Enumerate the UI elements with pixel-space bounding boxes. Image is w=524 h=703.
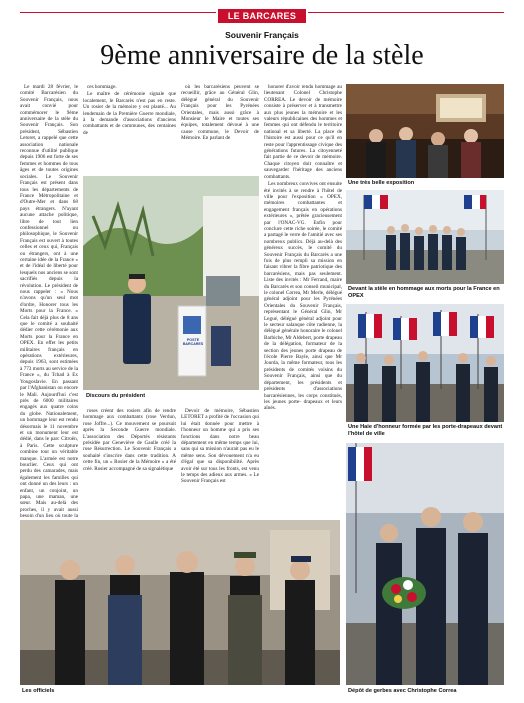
- photo-stele: [346, 190, 504, 284]
- president-speech-illustration: [83, 176, 259, 390]
- photo-president-speech: [83, 176, 259, 390]
- caption-honor-guard: Une Haie d'honneur formée par les porte-drapeaux devant l'hôtel de ville: [348, 424, 503, 437]
- article-paragraph: où les barcarésiens peuvent se recueillir, grâce au Général Glin, délégué général du Souvenir Français pour les Pyrénées Orientales, mais aussi grâce à Monsieur le Maire et toutes ses équipes, totalement dévoué à une cause commune, le Devoir de Mémoire. En parlant de: [181, 84, 259, 142]
- caption-exhibition: Une très belle exposition: [348, 180, 415, 186]
- article-paragraph: Le mardi 28 février, le comité Barcarésien du Souvenir Français, nous avait convié pour commémorer le 9ème anniversaire de la stèle du Souvenir Français. Son président, Sébastien Letoret, a rappelé que cette association nationale reconnue d'utilité publique depuis 1906 est forte de ses femmes et hommes de tous âges et de toutes origines sociales. Le Souvenir Français est présent dans tous les départements de France Métropolitaine et d'Outre-Mer et dans 68 pays étrangers. N'ayant aucune attache politique, libre de tout lien confessionnel ou philosophique, le Souvenir Français est ouvert à toutes celles et ceux qui, Français ou étrangers, ont à une certaine idée de la France « et de l'idéal de liberté pour lesquels nos anciens se sont sacrifiés depuis la révolution. Le président de nous rappeler : « Nous n'avons qu'un seul mot d'ordre, Honorer tous les Morts pour la France. » Cela fait déjà plus de 8 ans que le comité a souhaité dédier cette cérémonie aux Morts pour la France en OPEX. En effet les petits militaires français en opérations extérieures, depuis 1963, sont estimées à 773 morts au service de la France », du Tchad à Ex Yougoslavie. En passant par l'Afghanistan ou encore le Mali. Aujourd'hui c'est près de 6000 militaires engagés aux quatre coins du globe. Nationalement, un hommage leur est rendu désormais le 11 novembre et un monument leur est dédié, dans le parc Citroën, à Paris. Cette sculpture combine tout un véritable manque. L'armée est notre bouclier. Ceux qui ont perdu des camarades, mais également les familles qui ont donné un des leurs : un enfant, un conjoint, un papa, une maman, une sœur. Mais au-delà des proches, il y avait aussi besoin d'un lieu où toute la: [20, 84, 78, 520]
- exhibition-illustration: [346, 84, 504, 178]
- caption-stele: Devant la stèle en hommage aux morts pour la France en OPEX: [348, 286, 500, 299]
- article-paragraph: honorer d'avoir rendu hommage au lieutenant Colonel Christophe CORREA. Le devoir de mémoire consiste à préserver et à transmettre aux plus jeunes la mémoire et les valeurs républicaines des hommes et femmes qui ont défendu le territoire national et sa liberté. La place de l'histoire est aussi pour ce qu'il en reste pour l'apprentissage civique des générations futures. La citoyenneté fait partie de ce devoir de mémoire. Chaque citoyen doit connaître et sauvegarder l'héritage des anciens combattants.: [264, 84, 342, 180]
- article-paragraph: ces hommage.: [87, 84, 117, 90]
- kicker: Souvenir Français: [225, 30, 299, 40]
- podium-label-line2: BARCARES: [182, 342, 204, 346]
- article-column-4: [264, 84, 342, 514]
- caption-president: Discours du président: [86, 393, 146, 399]
- podium-label-line1: POSTE: [186, 338, 200, 342]
- honor-guard-illustration: [346, 304, 504, 422]
- article-paragraph: Les nombreux convives ont ensuite été invités à se rendre à l'hôtel de ville pour l'exposition « OPEX, mémoires combattantes et engagement français en opérations extérieures », prêtée gracieusement par l'ONAC-VG. Enfin pour conclure cette riche soirée, le comité a partagé le verre de l'amitié avec ses nombreux publics. Déjà au-delà des généreux succès, le comité du Souvenir Français du Barcarès a une fois de plus rempli sa mission en faisant vibrer la fibre patriotique des barcarésiens, mais pas seulement. Liste des invités : Mr Ferrand, maire du Barcarès et son conseil municipal, le colonel Correa, Mr Merle, délégué général adjoint pour les Pyrénées Orientales du Souvenir Français, représentant le Général Glin, Mr Legué, délégué général adjoint pour le secteur salanque côte radienne, la délégué générale honoraire le colonel Barbiche, Mr Aldebert, porte drapeau de la délégation, formateur de la section des jeunes porte drapeau de l'école Pierre Bayle, ainsi que Mr Jourda, la même formateur, tous les présidents de comités voisins du Souvenir Français, ainsi que du département, les présidents et présidents d'associations barcarésiennes, les corps constitués, les jeunes porte- drapeaux et leurs aînés.: [264, 181, 342, 412]
- article-column-3: [181, 84, 259, 174]
- caption-officials: Les officiels: [22, 688, 55, 694]
- wreath-illustration: [346, 443, 504, 685]
- photo-officials: [20, 520, 340, 685]
- photo-honor-guard: [346, 304, 504, 422]
- article-paragraph: Le maître de cérémonie signale que localement, le Barcarès n'est pas en reste. Un rosier de la mémoire y est planté... Au lendemain de la Première Guerre mondiale, à la demande d'associations d'anciens combattants et de communes, des centaines de: [83, 91, 176, 136]
- article-column-6: [181, 408, 259, 518]
- article-paragraph: Devoir de mémoire, Sébastien LETORET a profité de l'occasion qui lui était donnée pour mettre à l'honneur un homme qui a pris ses fonctions dans notre beau département en même temps que lui, sans qui sa mission n'aurait pas eu le même sens. Son dévouement n'a eu d'égal que sa disponibilité. Après avoir été sur tous les fronts, est venu le temps des adieux aux armes. « Le Souvenir Français est: [181, 408, 259, 485]
- article-column-1: [20, 84, 78, 520]
- article-column-5: [83, 408, 176, 518]
- stele-illustration: [346, 190, 504, 284]
- officials-illustration: [20, 520, 340, 685]
- page-title: 9ème anniversaire de la stèle: [100, 40, 424, 71]
- photo-wreath: [346, 443, 504, 685]
- article-column-2: [83, 84, 176, 174]
- article-paragraph: roses créent des rosiers afin de rendre hommage aux combattants (rose Verdun, rose Joffre...). Ce mouvement se poursuit après la Seconde Guerre mondiale. L'association des Déportés résistants présidée par Geneviève de Gaulle créé la rose Résurrection. Le Souvenir Français a souhaité s'inscrire dans cette tradition. A cette fin, un « Rosier de la Mémoire » a été créé. Rosier accompagné de sa signalétique: [83, 408, 176, 472]
- section-tag: LE BARCARES: [218, 9, 306, 23]
- caption-wreath: Dépôt de gerbes avec Christophe Correa: [348, 688, 457, 694]
- photo-exhibition: [346, 84, 504, 178]
- podium-label: [182, 338, 204, 346]
- section-tag-wrap: [0, 6, 524, 24]
